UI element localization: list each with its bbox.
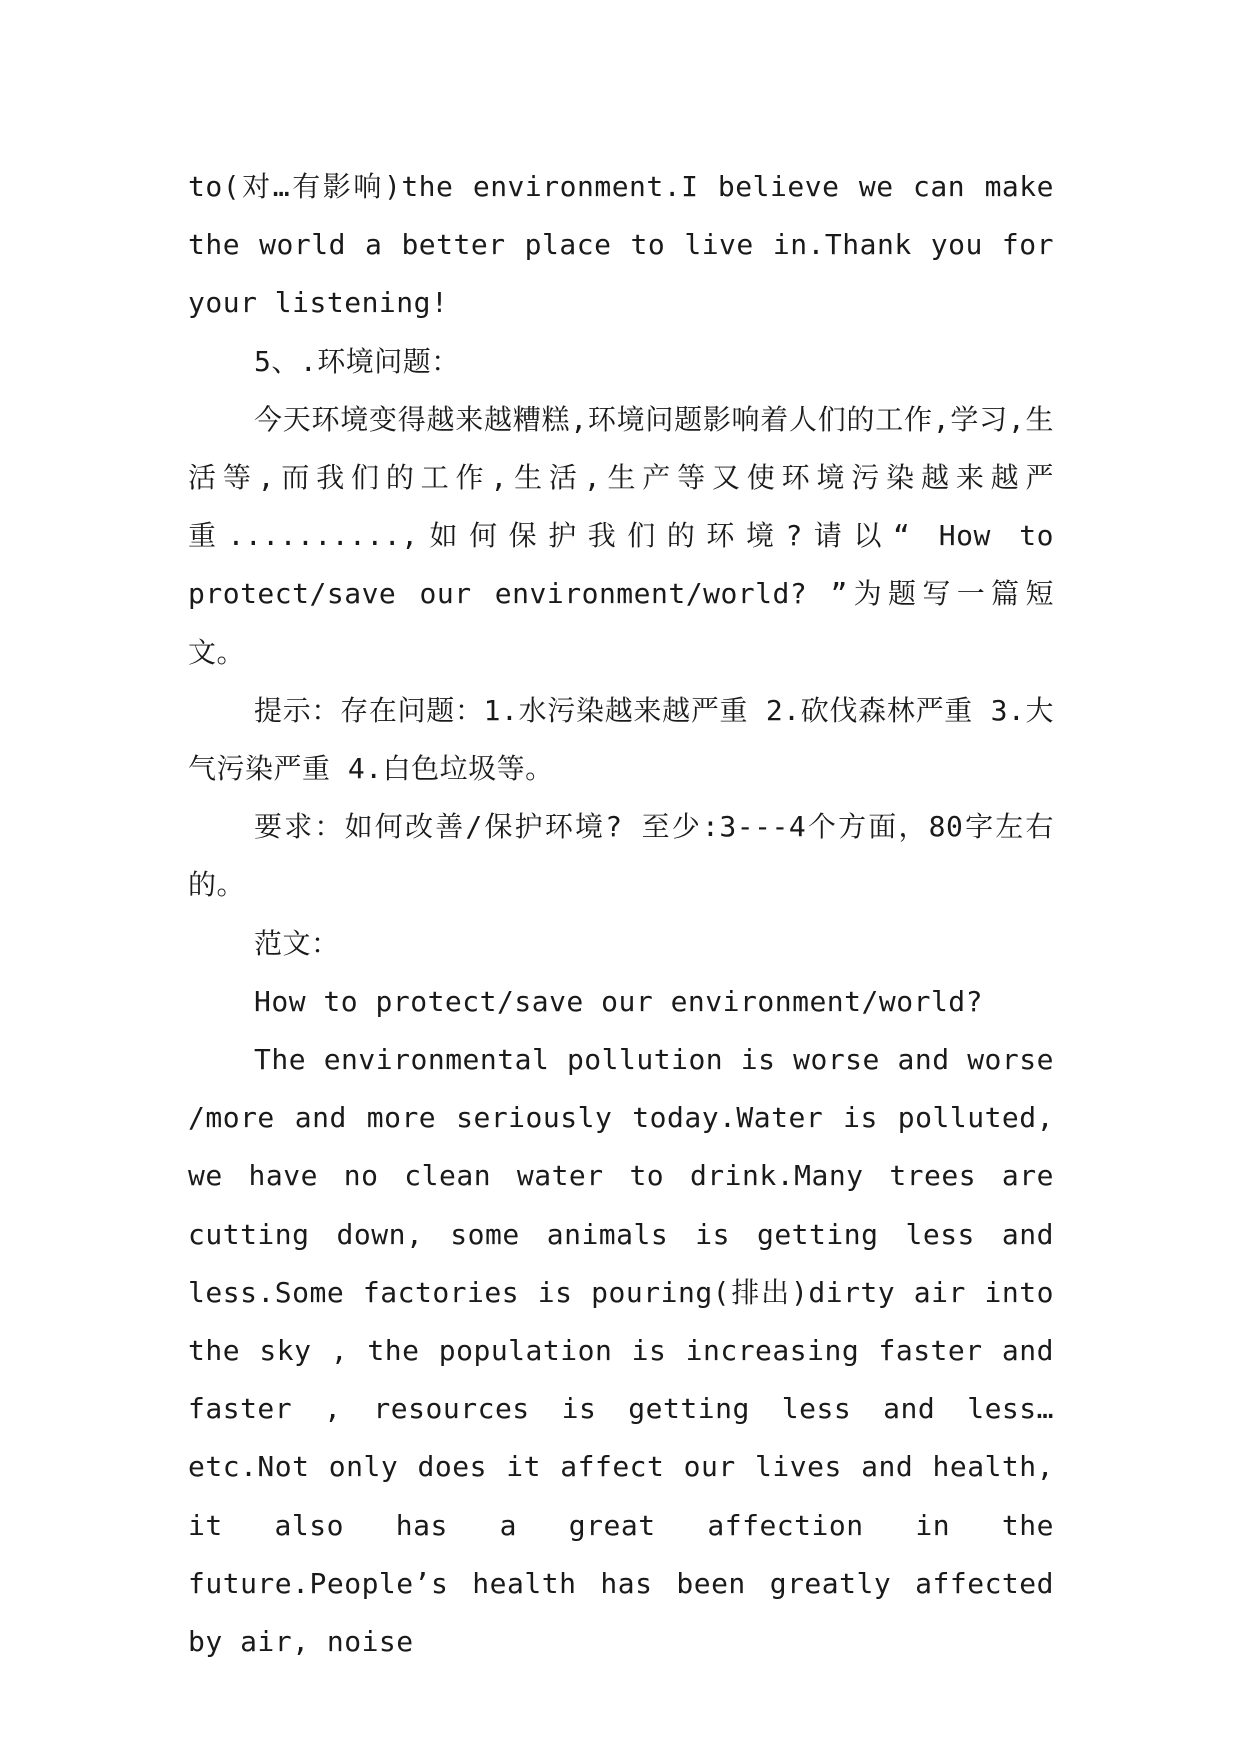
paragraph-requirements: 要求：如何改善/保护环境? 至少:3---4个方面，80字左右的。 bbox=[188, 810, 1054, 902]
paragraph-sample-body: The environmental pollution is worse and worse /more and more seriously today.Water is polluted, we have no clean water to drink.Many trees are cutting down, some animals is getting less and less.Some factories is pouring(排出)dirty air into the sky , the population is increasing faster and faster , resources is getting less and less…etc.Not only does it affect our lives and health, it also has a great affection in the future.People’s health has been greatly affected by air, noise bbox=[188, 1043, 1054, 1659]
paragraph-section-heading: 5、.环境问题： bbox=[254, 344, 460, 378]
paragraph-prompt: 今天环境变得越来越糟糕,环境问题影响着人们的工作,学习,生活等,而我们的工作,生活,生产等又使环境污染越来越严重..........,如何保护我们的环境?请以“ How to protect/save our environment/world? ”为题写一篇短文。 bbox=[188, 402, 1054, 669]
body-text bbox=[188, 158, 1054, 1671]
paragraph-continuation: to(对…有影响)the environment.I believe we can make the world a better place to live in.Thank you for your listening! bbox=[188, 170, 1054, 320]
paragraph-sample-label: 范文： bbox=[254, 926, 340, 960]
paragraph-sample-title: How to protect/save our environment/world? bbox=[254, 984, 984, 1018]
paragraph-hints: 提示：存在问题：1.水污染越来越严重 2.砍伐森林严重 3.大气污染严重 4.白色垃圾等。 bbox=[188, 693, 1054, 786]
